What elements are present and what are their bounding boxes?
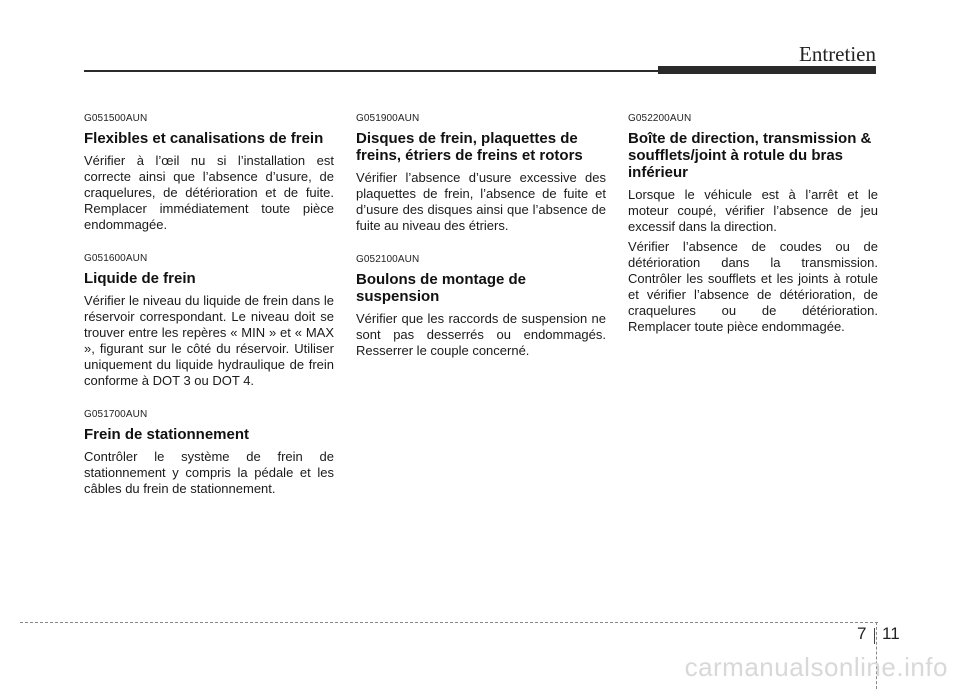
section-brake-fluid: [84, 253, 334, 389]
column-3: [628, 113, 878, 355]
column-1: [84, 113, 334, 517]
section-brake-discs: [356, 113, 606, 234]
section-heading: Flexibles et canalisations de frein: [84, 130, 324, 147]
section-brake-hoses: [84, 113, 334, 233]
section-code: G052200AUN: [628, 113, 692, 124]
section-paragraph: Vérifier l’absence de coudes ou de détérioration dans la transmission. Contrôler les soufflets et les joints à rotule et vérifier l’absence de détérioration, de craquelures ou de détérioration. Remplacer toute pièce endommagée.: [628, 239, 878, 334]
section-code: G051900AUN: [356, 113, 420, 124]
section-suspension-bolts: [356, 254, 606, 359]
section-heading: Boulons de montage de suspension: [356, 271, 527, 305]
chapter-number: 7: [857, 624, 867, 643]
section-parking-brake: [84, 409, 334, 497]
watermark: carmanualsonline.info: [684, 652, 948, 682]
section-code: G052100AUN: [356, 254, 420, 265]
header-rule: [84, 70, 666, 72]
section-code: G051700AUN: [84, 409, 148, 420]
page-header-title: Entretien: [799, 42, 876, 66]
section-heading: Frein de stationnement: [84, 426, 250, 443]
section-paragraph: Vérifier à l’œil nu si l’installation est correcte ainsi que l’absence d’usure, de craquelures, de détérioration et de fuite. Remplacer immédiatement toute pièce endommagée.: [84, 153, 334, 232]
section-paragraph: Lorsque le véhicule est à l’arrêt et le moteur coupé, vérifier l’absence de jeu excessif dans la direction.: [628, 187, 878, 234]
section-paragraph: Vérifier l’absence d’usure excessive des plaquettes de frein, l’absence de fuite et d’usure des disques ainsi que l’absence de fuite au niveau des étriers.: [356, 170, 606, 233]
section-paragraph: Vérifier que les raccords de suspension ne sont pas desserrés ou endommagés. Resserrer le couple concerné.: [356, 311, 606, 358]
section-paragraph: Contrôler le système de frein de stationnement y compris la pédale et les câbles du frein de stationnement.: [84, 449, 334, 496]
section-steering-box: [628, 113, 878, 335]
section-heading: Disques de frein, plaquettes de freins, étriers de freins et rotors: [356, 130, 583, 164]
section-paragraph: Vérifier le niveau du liquide de frein dans le réservoir correspondant. Le niveau doit se trouver entre les repères « MIN » et « MAX », figurant sur le côté du réservoir. Utiliser uniquement du liquide hydraulique de frein conforme à DOT 3 ou DOT 4.: [84, 293, 334, 388]
column-2: [356, 113, 606, 379]
footer-divider: [20, 622, 878, 623]
header-rule-thick: [658, 66, 876, 74]
page-number-separator: [874, 628, 875, 644]
section-heading: Boîte de direction, transmission & soufflets/joint à rotule du bras inférieur: [628, 130, 872, 181]
section-code: G051500AUN: [84, 113, 148, 124]
page-number: 11: [882, 624, 900, 643]
section-heading: Liquide de frein: [84, 270, 196, 287]
section-code: G051600AUN: [84, 253, 148, 264]
